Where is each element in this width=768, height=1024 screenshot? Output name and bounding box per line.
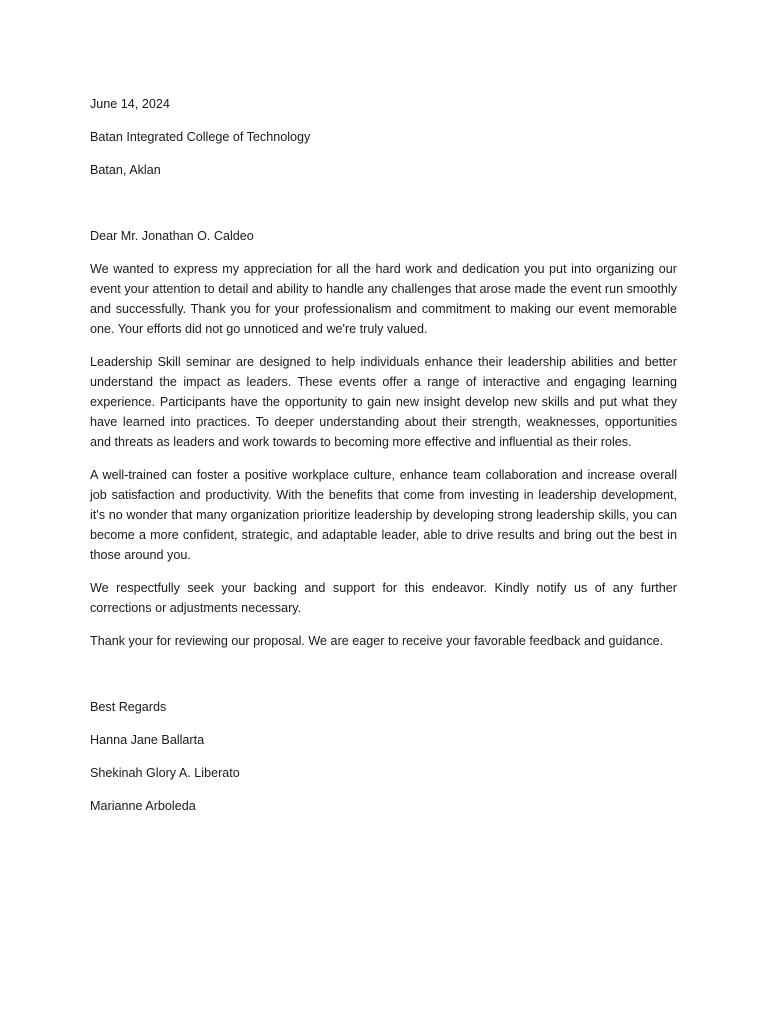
paragraph-benefits: A well-trained can foster a positive workplace culture, enhance team collaboration and increase overall job satisfaction and productivity. With the benefits that come from investing in leadership development, it's no wonder that many organization prioritize leadership by developing strong leadership skills, you can become a more confident, strategic, and adaptable leader, able to drive results and bring out the best in those around you. xyxy=(90,468,677,562)
letter-body xyxy=(90,94,677,829)
recipient-organization: Batan Integrated College of Technology xyxy=(90,130,311,144)
salutation: Dear Mr. Jonathan O. Caldeo xyxy=(90,229,254,243)
signatory-name: Marianne Arboleda xyxy=(90,799,196,813)
paragraph-request: We respectfully seek your backing and support for this endeavor. Kindly notify us of any further corrections or adjustments necessary. xyxy=(90,581,677,615)
letter-date: June 14, 2024 xyxy=(90,97,170,111)
signatory-name: Hanna Jane Ballarta xyxy=(90,733,205,747)
closing: Best Regards xyxy=(90,700,167,714)
recipient-address: Batan, Aklan xyxy=(90,163,161,177)
paragraph-seminar: Leadership Skill seminar are designed to help individuals enhance their leadership abilities and better understand the impact as leaders. These events offer a range of interactive and engaging learning experience. Participants have the opportunity to gain new insight develop new skills and put what they have learned into practices. To deeper understanding about their strength, weaknesses, opportunities and threats as leaders and work towards to becoming more effective and influential as their roles. xyxy=(90,355,677,449)
signatory-name: Shekinah Glory A. Liberato xyxy=(90,766,240,780)
spacer xyxy=(90,193,677,226)
spacer xyxy=(90,664,677,697)
paragraph-appreciation: We wanted to express my appreciation for all the hard work and dedication you put into organizing our event your attention to detail and ability to handle any challenges that arose made the event run smoothly and successfully. Thank you for your professionalism and commitment to making our event memorable one. Your efforts did not go unnoticed and we're truly valued. xyxy=(90,262,677,336)
paragraph-thanks: Thank your for reviewing our proposal. We are eager to receive your favorable feedback and guidance. xyxy=(90,634,664,648)
